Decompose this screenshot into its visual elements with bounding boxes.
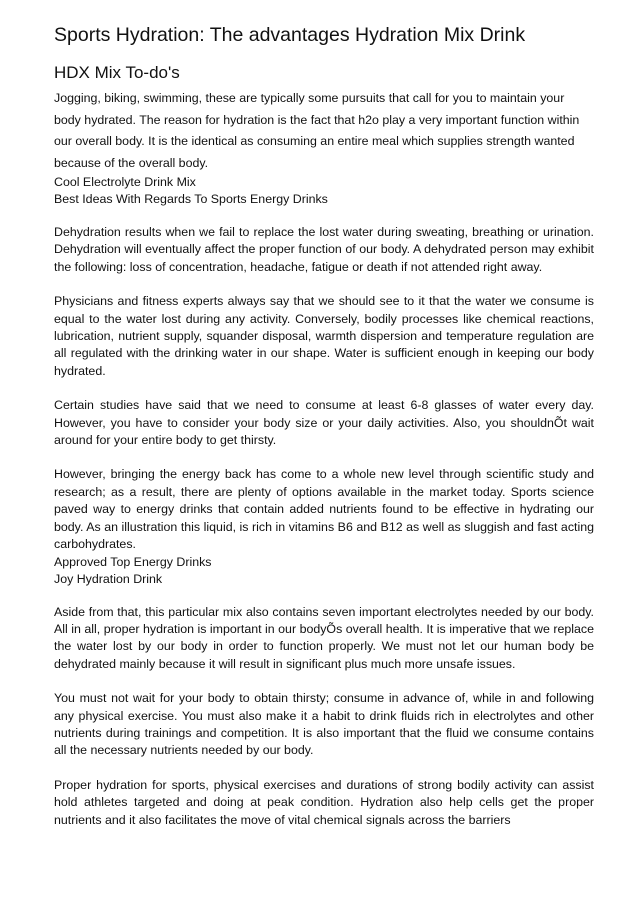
paragraph: Aside from that, this particular mix also contains seven important electrolytes needed by our body. All in all, proper hydration is important in our bodyÕs overall health. It is imperative that we replace the water lost by our body in order to function properly. We must not let our human body be dehydrated mainly because it will result in significant plus much more unsafe issues.: [54, 604, 594, 671]
document-title: Sports Hydration: The advantages Hydration Mix Drink: [54, 24, 526, 46]
link-text: Approved Top Energy Drinks: [54, 554, 212, 569]
paragraph: Proper hydration for sports, physical exercises and durations of strong bodily activity can assist hold athletes targeted and doing at peak condition. Hydration also help cells get the proper nutrients and it also facilitates the move of vital chemical signals across the barriers: [54, 777, 594, 827]
intro-paragraph: Jogging, biking, swimming, these are typically some pursuits that call for you to maintain your body hydrated. The reason for hydration is the fact that h2o play a very important function within our overall body. It is the identical as consuming an entire meal which supplies strength wanted because of the overall body.: [54, 91, 580, 170]
paragraph: Certain studies have said that we need to consume at least 6-8 glasses of water every day. However, you have to consider your body size or your daily activities. Also, you shouldnÕt wait around for your entire body to get thirsty.: [54, 398, 594, 448]
document-page: [54, 22, 594, 829]
link-text: Best Ideas With Regards To Sports Energy Drinks: [54, 192, 328, 206]
paragraph: You must not wait for your body to obtain thirsty; consume in advance of, while in and following any physical exercise. You must also make it a habit to drink fluids rich in electrolytes and other nutrients during trainings and competition. It is also important that the fluid we consume contains all the necessary nutrients needed by our body.: [54, 691, 594, 758]
paragraph: Physicians and fitness experts always say that we should see to it that the water we consume is equal to the water lost during any activity. Conversely, bodily processes like chemical reactions, lubrication, nutrient supply, squander disposal, warmth dispersion and temperature regulation are all regulated with the drinking water in our shape. Water is sufficient enough in keeping our body hydrated.: [54, 294, 594, 378]
link-text: Cool Electrolyte Drink Mix: [54, 175, 196, 189]
link-text: Joy Hydration Drink: [54, 571, 163, 586]
related-links-1: [54, 174, 594, 208]
paragraph: Dehydration results when we fail to replace the lost water during sweating, breathing or urination. Dehydration will eventually affect the proper function of our body. A dehydrated person may exhibit the following: loss of concentration, headache, fatigue or death if not attended right away.: [54, 225, 594, 274]
related-links-2: [54, 554, 594, 588]
paragraph: However, bringing the energy back has come to a whole new level through scientific study and research; as a result, there are plenty of options available in the market today. Sports science paved way to energy drinks that contain added nutrients found to be effective in hydrating our body. As an illustration this liquid, is rich in vitamins B6 and B12 as well as sluggish and fast acting carbohydrates.: [54, 467, 594, 552]
document-subtitle: HDX Mix To-do's: [54, 63, 180, 82]
